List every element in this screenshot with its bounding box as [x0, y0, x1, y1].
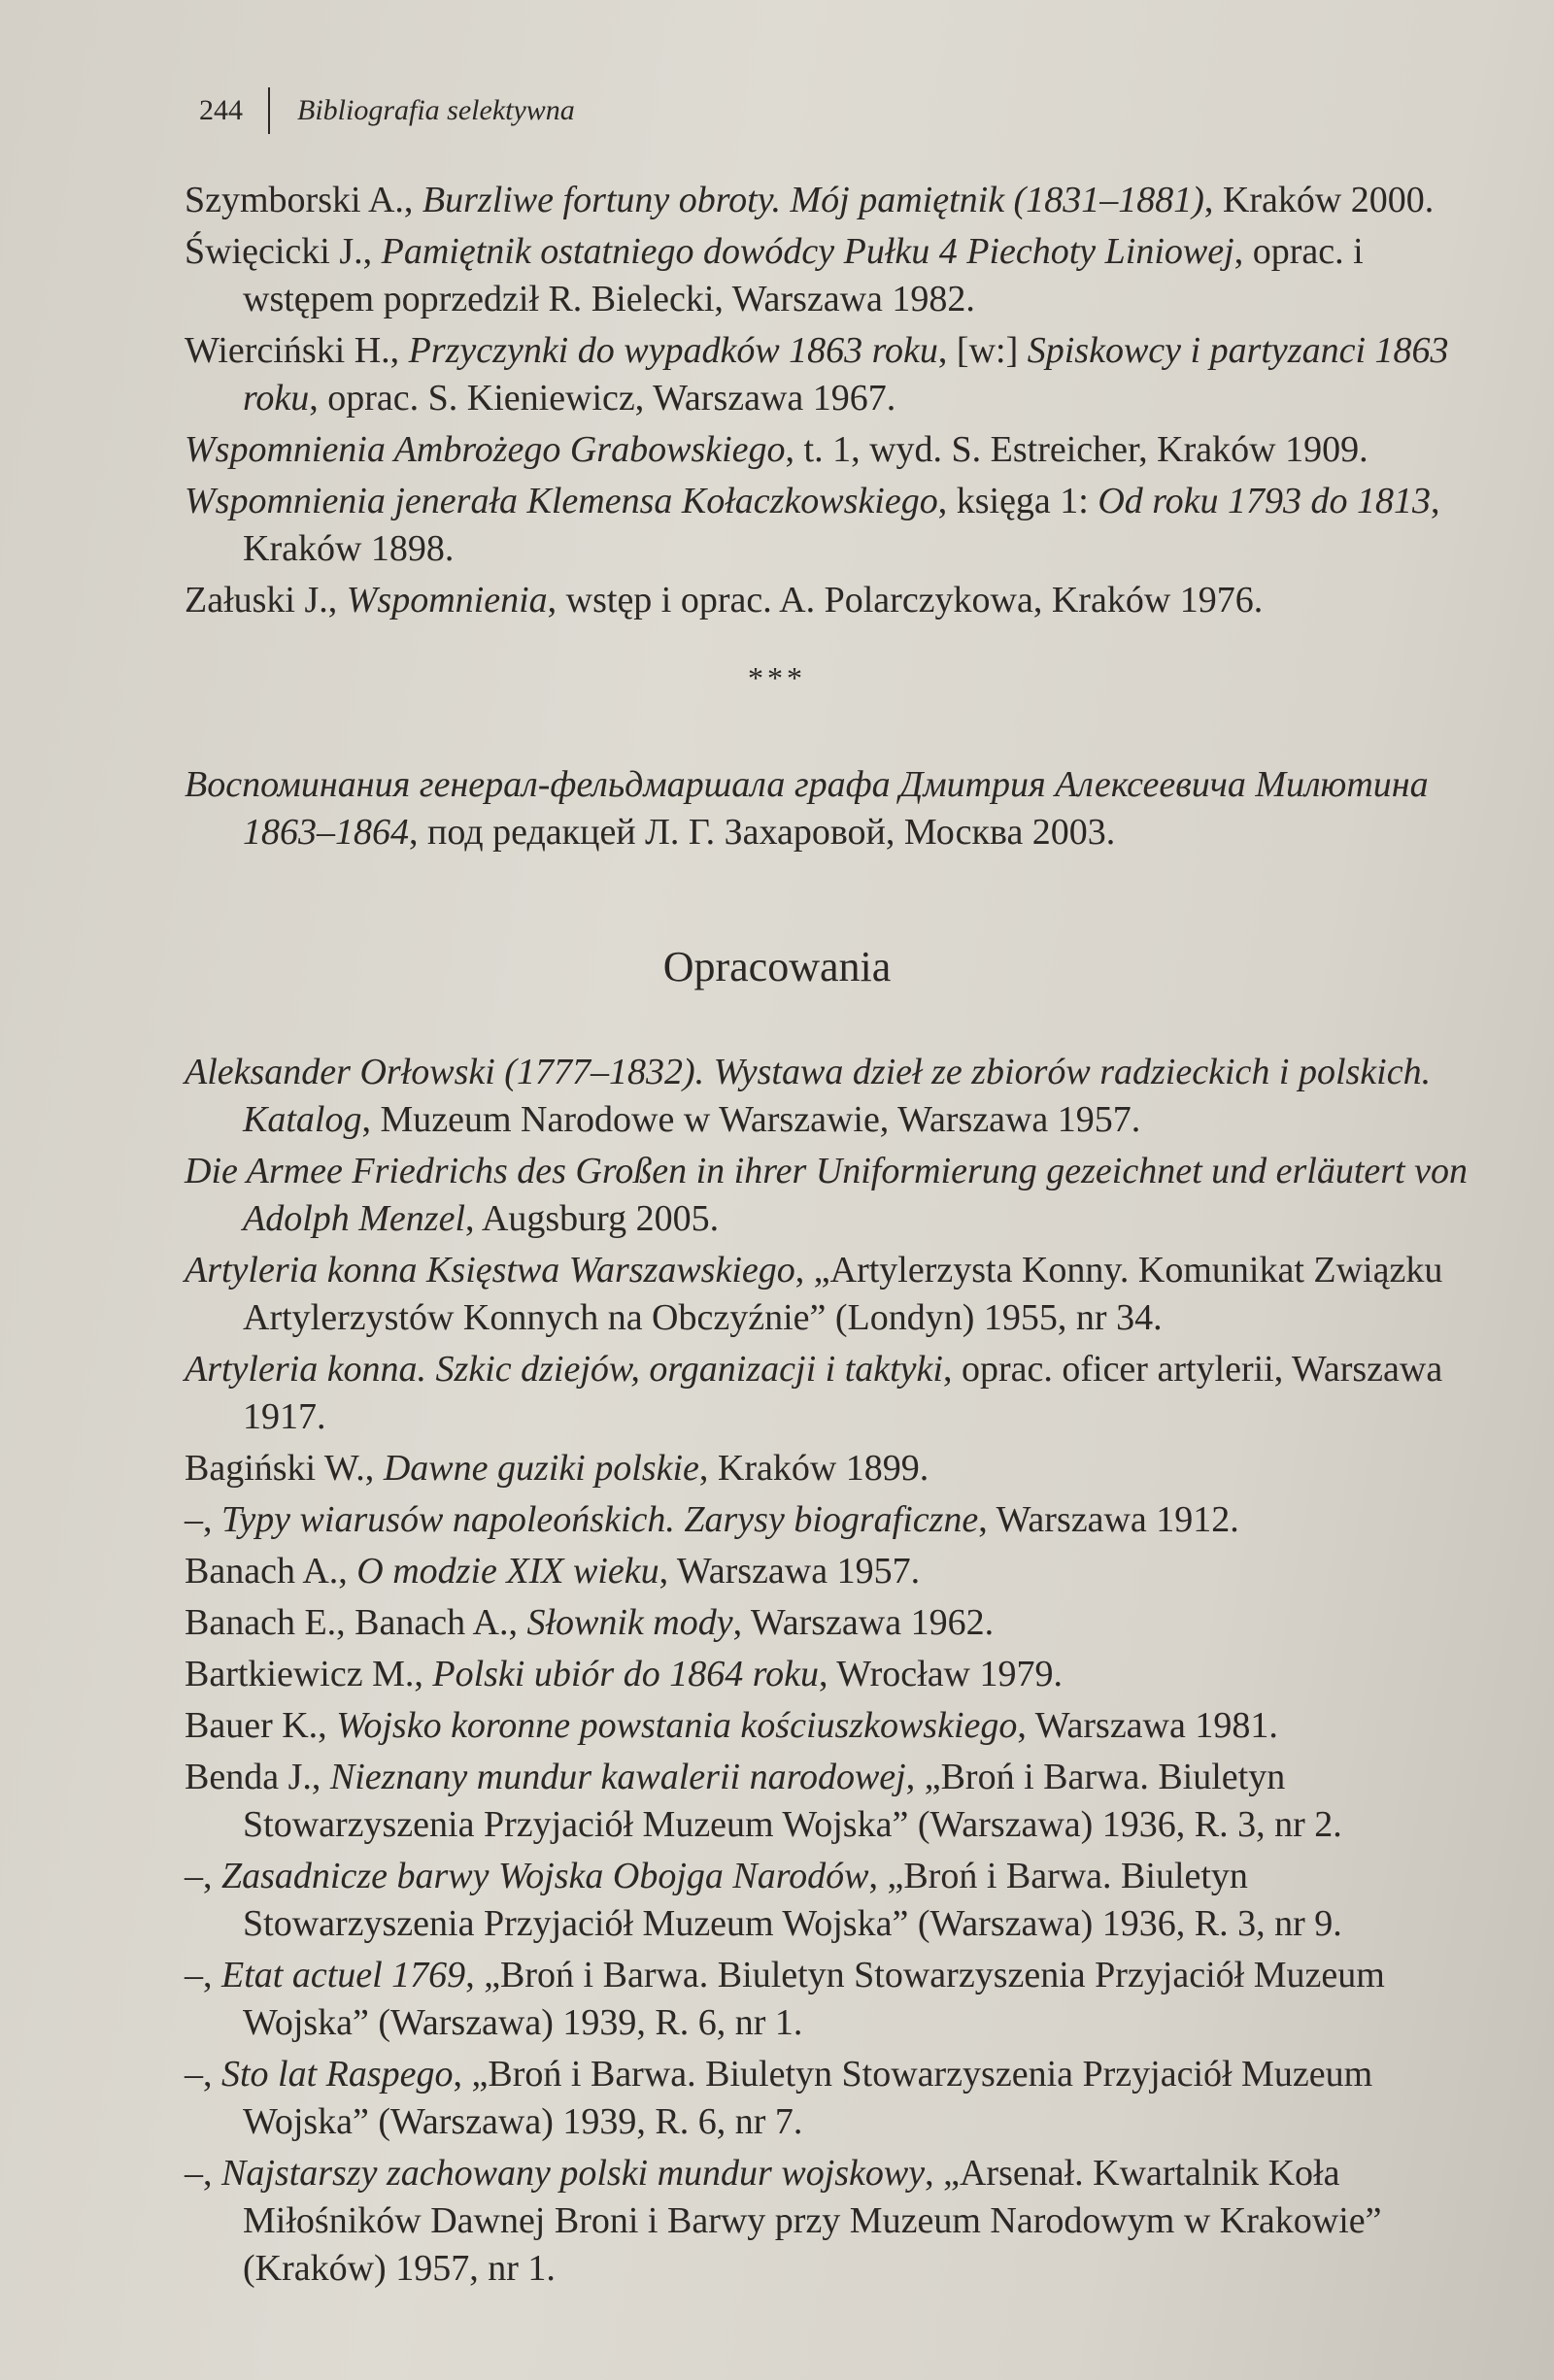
section-separator: *** — [748, 660, 806, 695]
bibliography-entry: Die Armee Friedrichs des Großen in ihrer Uniformierung gezeichnet und erläutert von Adolph Menzel, Augsburg 2005. — [185, 1151, 1468, 1239]
primary-sources-list — [185, 177, 1486, 628]
russian-sources-list — [185, 761, 1486, 860]
running-title: Bibliografia selektywna — [297, 94, 575, 126]
bibliography-entry: Bauer K., Wojsko koronne powstania kościuszkowskiego, Warszawa 1981. — [185, 1705, 1278, 1746]
bibliography-entry: –, Najstarszy zachowany polski mundur wojskowy, „Arsenał. Kwartalnik Koła Miłośników Dawnej Broni i Barwy przy Muzeum Narodowym w Krakowie” (Kraków) 1957, nr 1. — [185, 2153, 1382, 2289]
bibliography-entry: Wspomnienia Ambrożego Grabowskiego, t. 1, wyd. S. Estreicher, Kraków 1909. — [185, 429, 1368, 470]
bibliography-entry: Aleksander Orłowski (1777–1832). Wystawa dzieł ze zbiorów radzieckich i polskich. Katalog, Muzeum Narodowe w Warszawie, Warszawa 1957. — [185, 1052, 1432, 1140]
bibliography-entry: –, Zasadnicze barwy Wojska Obojga Narodów, „Broń i Barwa. Biuletyn Stowarzyszenia Przyjaciół Muzeum Wojska” (Warszawa) 1936, R. 3, nr 9. — [185, 1856, 1342, 1944]
bibliography-entry: Banach A., O modzie XIX wieku, Warszawa 1957. — [185, 1551, 921, 1592]
section-heading: Opracowania — [662, 943, 892, 990]
bibliography-entry: Bagiński W., Dawne guziki polskie, Kraków 1899. — [185, 1448, 929, 1489]
bibliography-entry: Artyleria konna. Szkic dziejów, organizacji i taktyki, oprac. oficer artylerii, Warszawa 1917. — [185, 1349, 1443, 1437]
bibliography-entry: –, Typy wiarusów napoleońskich. Zarysy biograficzne, Warszawa 1912. — [185, 1499, 1239, 1540]
bibliography-entry: –, Etat actuel 1769, „Broń i Barwa. Biuletyn Stowarzyszenia Przyjaciół Muzeum Wojska” (Warszawa) 1939, R. 6, nr 1. — [185, 1955, 1385, 2043]
bibliography-entry: Artyleria konna Księstwa Warszawskiego, „Artylerzysta Konny. Komunikat Związku Artylerzystów Konnych na Obczyźnie” (Londyn) 1955, nr 34. — [185, 1250, 1443, 1338]
page-number: 244 — [199, 94, 243, 126]
bibliography-entry: Wierciński H., Przyczynki do wypadków 1863 roku, [w:] Spiskowcy i partyzanci 1863 roku, oprac. S. Kieniewicz, Warszawa 1967. — [185, 330, 1449, 419]
header-divider — [268, 87, 270, 134]
bibliography-entry: Szymborski A., Burzliwe fortuny obroty. Mój pamiętnik (1831–1881), Kraków 2000. — [185, 180, 1435, 220]
bibliography-entry: Benda J., Nieznany mundur kawalerii narodowej, „Broń i Barwa. Biuletyn Stowarzyszenia Przyjaciół Muzeum Wojska” (Warszawa) 1936, R. 3, nr 2. — [185, 1757, 1342, 1845]
bibliography-entry: Święcicki J., Pamiętnik ostatniego dowódcy Pułku 4 Piechoty Liniowej, oprac. i wstępem poprzedził R. Bielecki, Warszawa 1982. — [185, 231, 1364, 319]
bibliography-entry: Wspomnienia jenerała Klemensa Kołaczkowskiego, księga 1: Od roku 1793 do 1813, Kraków 1898. — [185, 481, 1440, 569]
bibliography-entry: Załuski J., Wspomnienia, wstęp i oprac. A. Polarczykowa, Kraków 1976. — [185, 580, 1264, 620]
page-header — [199, 87, 575, 134]
bibliography-entry: –, Sto lat Raspego, „Broń i Barwa. Biuletyn Stowarzyszenia Przyjaciół Muzeum Wojska” (Warszawa) 1939, R. 6, nr 7. — [185, 2054, 1373, 2142]
bibliography-entry: Banach E., Banach A., Słownik mody, Warszawa 1962. — [185, 1602, 995, 1643]
bibliography-entry: Воспоминания генерал-фельдмаршала графа Дмитрия Алексеевича Милютина 1863–1864, под редакцей Л. Г. Захаровой, Москва 2003. — [185, 764, 1429, 853]
bibliography-entry: Bartkiewicz M., Polski ubiór do 1864 roku, Wrocław 1979. — [185, 1654, 1063, 1694]
studies-list — [185, 1049, 1486, 2296]
